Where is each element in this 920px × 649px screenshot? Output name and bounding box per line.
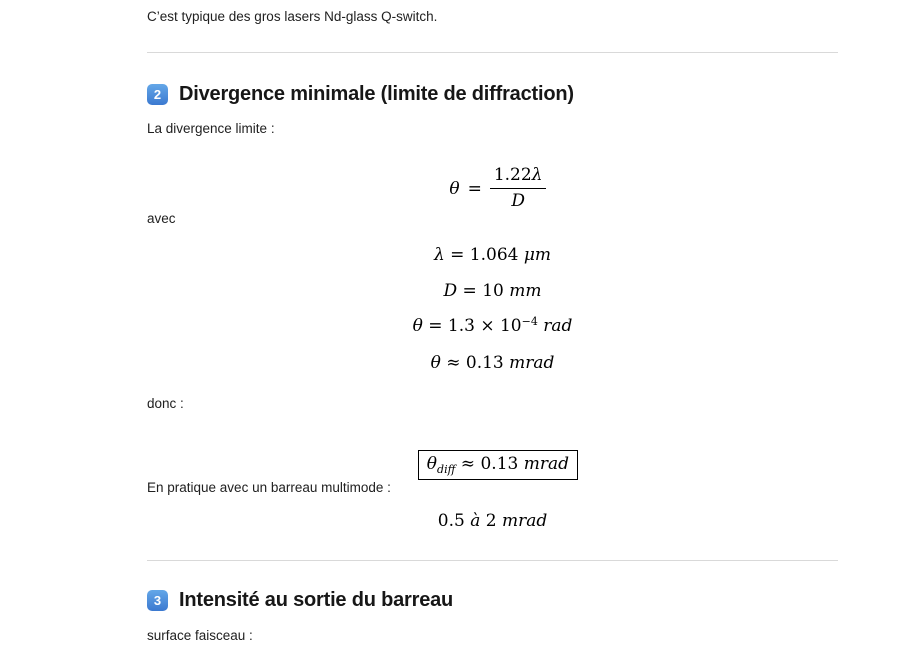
equation-practical-range: 0.5 à 2 mrad	[437, 511, 548, 531]
section-heading-divergence	[147, 83, 838, 106]
section-divider	[147, 560, 838, 561]
section-number-badge: 3	[147, 590, 168, 611]
practice-paragraph: En pratique avec un barreau multimode :	[147, 480, 391, 495]
avec-label: avec	[147, 211, 176, 226]
fraction	[490, 167, 547, 210]
lead-paragraph: La divergence limite :	[147, 121, 275, 136]
formula-equals: =	[467, 178, 482, 199]
section-number-badge: 2	[147, 84, 168, 105]
equation-theta-mrad: θ ≈ 0.13 mrad	[430, 353, 555, 373]
equation-divergence-formula	[147, 147, 838, 210]
section-title: Intensité au sortie du barreau	[179, 589, 454, 611]
equation-diameter: D = 10 mm	[443, 281, 542, 301]
fraction-denominator: D	[511, 191, 525, 211]
equation-lambda: λ = 1.064 μm	[433, 245, 552, 265]
formula-lhs: θ	[449, 178, 460, 199]
section-title: Divergence minimale (limite de diffraction)	[179, 83, 574, 105]
intro-paragraph: C’est typique des gros lasers Nd-glass Q-switch.	[147, 9, 438, 24]
equation-boxed-result: $\theta_{diff} \approx 0.13$ mrad	[418, 450, 578, 480]
section-divider	[147, 52, 838, 53]
equation-boxed-result-wrap	[147, 430, 838, 480]
donc-label: donc :	[147, 396, 184, 411]
fraction-numerator: 1.22λ	[490, 167, 547, 189]
equation-theta-rad: $\theta = 1.3 \times 10^{-4}$ rad	[412, 315, 573, 336]
section-heading-intensite	[147, 589, 838, 612]
surface-paragraph: surface faisceau :	[147, 628, 253, 643]
